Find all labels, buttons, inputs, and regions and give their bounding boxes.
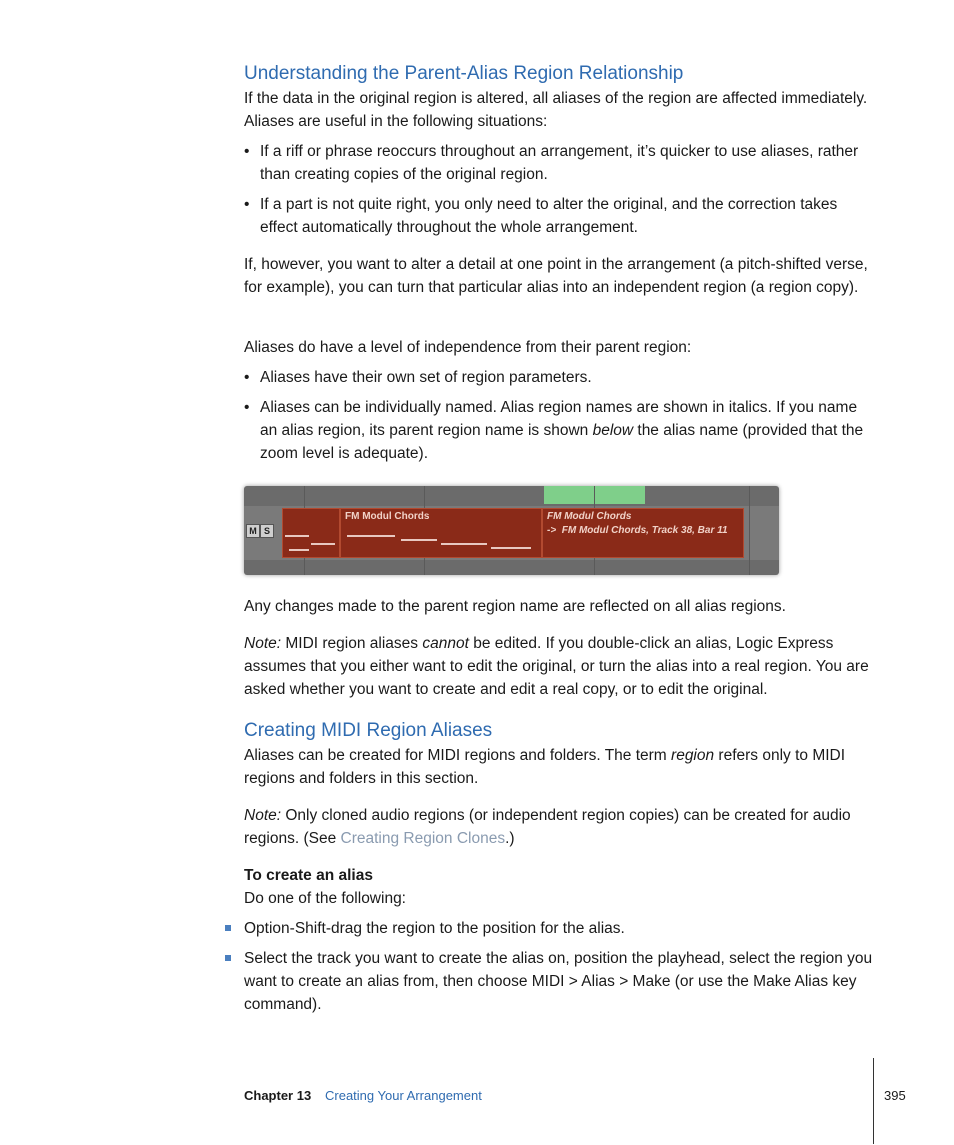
list-item: • If a riff or phrase reoccurs throughout an arrangement, it’s quicker to use aliases, rather than creating copies of the original region. <box>244 140 876 186</box>
alias-parent-name: -> FM Modul Chords, Track 38, Bar 11 <box>547 525 728 536</box>
alias-name: FM Modul Chords <box>547 511 632 522</box>
intro-paragraph: If the data in the original region is altered, all aliases of the region are affected immediately. Aliases are useful in the following situations: <box>244 90 868 130</box>
footer-divider <box>873 1058 874 1144</box>
arrange-screenshot <box>244 486 779 575</box>
paragraph: If, however, you want to alter a detail at one point in the arrangement (a pitch-shifted verse, for example), you can turn that particular alias into an independent region (a region copy). <box>244 256 868 296</box>
bullet-icon: • <box>244 399 250 416</box>
bullet-icon: • <box>244 196 250 213</box>
list-item: • If a part is not quite right, you only need to alter the original, and the correction takes effect automatically throughout the whole arrangement. <box>244 193 876 239</box>
region-partial[interactable] <box>282 508 340 558</box>
footer-chapter-title[interactable]: Creating Your Arrangement <box>325 1088 482 1103</box>
page-number: 395 <box>884 1088 906 1103</box>
mute-button[interactable]: M <box>246 524 260 538</box>
list-item: • Aliases have their own set of region parameters. <box>244 366 876 389</box>
note-paragraph: Note: MIDI region aliases cannot be edited. If you double-click an alias, Logic Express assumes that you either want to edit the original, or turn the alias into a real region. You are asked whether you want to create and edit a real copy, or to edit the original. <box>244 635 869 698</box>
square-bullet-icon <box>225 955 231 961</box>
task-title: To create an alias <box>244 867 373 884</box>
bullet-icon: • <box>244 369 250 386</box>
section-heading-creating-aliases: Creating MIDI Region Aliases <box>244 720 493 741</box>
paragraph: Any changes made to the parent region name are reflected on all alias regions. <box>244 598 786 615</box>
list-item: Option-Shift-drag the region to the position for the alias. <box>224 917 876 940</box>
section-heading-parent-alias: Understanding the Parent-Alias Region Relationship <box>244 63 684 84</box>
alias-region[interactable] <box>542 508 744 558</box>
footer-chapter: Chapter 13 <box>244 1088 312 1103</box>
paragraph: Aliases can be created for MIDI regions and folders. The term region refers only to MIDI regions and folders in this section. <box>244 747 846 787</box>
list-item: • Aliases can be individually named. Alias region names are shown in italics. If you name an alias region, its parent region name is shown below the alias name (provided that the zoom level is adequate). <box>244 396 876 465</box>
bullet-icon: • <box>244 143 250 160</box>
parent-region[interactable] <box>340 508 542 558</box>
solo-button[interactable]: S <box>260 524 274 538</box>
square-bullet-icon <box>225 925 231 931</box>
creating-region-clones-link[interactable]: Creating Region Clones <box>340 830 506 847</box>
task-intro: Do one of the following: <box>244 890 406 907</box>
note-paragraph: Note: Only cloned audio regions (or independent region copies) can be created for audio regions. (See Creating Region Clones.) <box>244 807 851 847</box>
paragraph: Aliases do have a level of independence from their parent region: <box>244 339 692 356</box>
region-name: FM Modul Chords <box>345 511 430 522</box>
list-item: Select the track you want to create the alias on, position the playhead, select the region you want to create an alias from, then choose MIDI > Alias > Make (or use the Make Alias key command). <box>224 947 876 1016</box>
